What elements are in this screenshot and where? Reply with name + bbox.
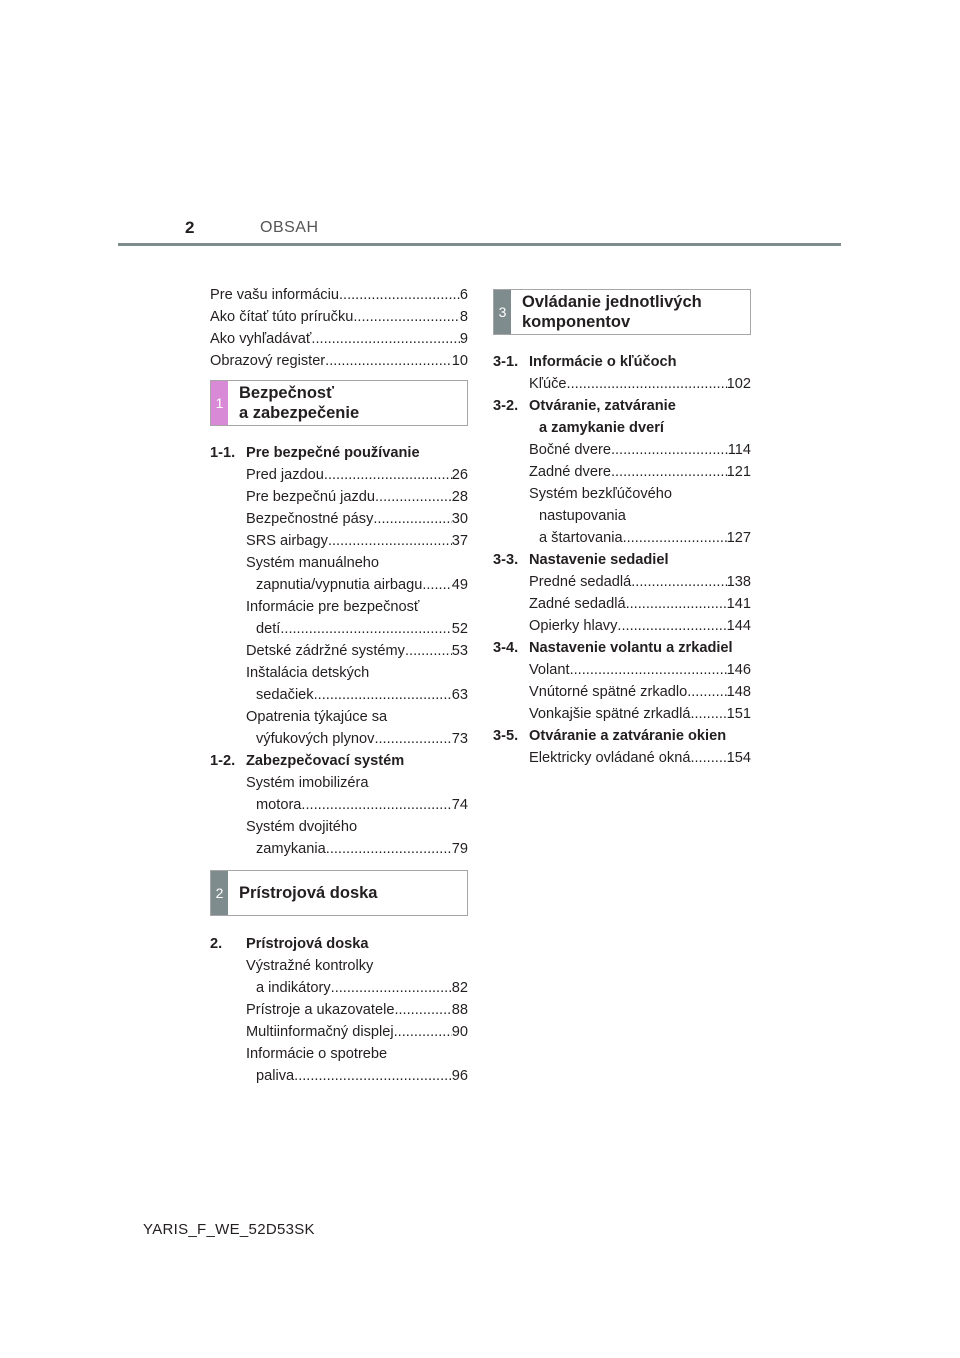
toc-entry[interactable]: Elektricky ovládané okná ..... 154 [529,747,751,769]
toc-entry[interactable]: Systém dvojitého zamykania ..... 79 [246,816,468,860]
toc-entry[interactable]: Vonkajšie spätné zrkadlá ..... 151 [529,703,751,725]
toc-left-column [210,284,468,1087]
toc-entry[interactable]: Zadné dvere ..... 121 [529,461,751,483]
toc-entry[interactable]: Bočné dvere ..... 114 [529,439,751,461]
chapter-2-tab: 2 [211,871,228,915]
toc-entry[interactable]: Ako čítať túto príručku ..... 8 [210,306,468,328]
toc-entry[interactable]: Zadné sedadlá ..... 141 [529,593,751,615]
toc-entry[interactable]: Detské zádržné systémy ..... 53 [246,640,468,662]
toc-entry[interactable]: Pre vašu informáciu ..... 6 [210,284,468,306]
chapter-1-tab: 1 [211,381,228,425]
toc-entry[interactable]: Opierky hlavy ..... 144 [529,615,751,637]
page-number: 2 [185,218,195,237]
chapter-3-title-line2: komponentov [522,313,631,331]
toc-entry[interactable]: Bezpečnostné pásy ..... 30 [246,508,468,530]
toc-entry[interactable]: Systém imobilizéra motora ..... 74 [246,772,468,816]
section-heading[interactable]: 3-1. Informácie o kľúčoch [493,354,677,370]
section-heading[interactable]: 3-5. Otváranie a zatváranie okien [493,728,727,744]
toc-entry[interactable]: Volant ..... 146 [529,659,751,681]
toc-entry[interactable]: Predné sedadlá ..... 138 [529,571,751,593]
toc-entry[interactable]: Ako vyhľadávať ..... 9 [210,328,468,350]
chapter-3-title-line1: Ovládanie jednotlivých [522,293,702,311]
header-rule [118,243,841,246]
chapter-1-title-line2: a zabezpečenie [239,404,360,422]
toc-entry[interactable]: Prístroje a ukazovatele ..... 88 [246,999,468,1021]
toc-entry[interactable]: Informácie pre bezpečnosť detí ..... 52 [246,596,468,640]
toc-entry[interactable]: Systém bezkľúčového nastupovania a štartovania ..... 127 [529,483,751,549]
toc-entry[interactable]: Informácie o spotrebe paliva ..... 96 [246,1043,468,1087]
section-heading[interactable]: 2. Prístrojová doska [210,936,369,952]
toc-entry[interactable]: Pred jazdou ..... 26 [246,464,468,486]
toc-entry[interactable]: Kľúče ..... 102 [529,373,751,395]
section-heading[interactable]: 3-3. Nastavenie sedadiel [493,552,669,568]
toc-right-column [493,289,751,769]
toc-entry[interactable]: Výstražné kontrolky a indikátory ..... 82 [246,955,468,999]
chapter-2-title: Prístrojová doska [239,884,378,902]
toc-entry[interactable]: Systém manuálneho zapnutia/vypnutia airbagu ..... 49 [246,552,468,596]
toc-entry[interactable]: Obrazový register ..... 10 [210,350,468,372]
section-heading[interactable]: 3-2. Otváranie, zatváranie [493,398,676,414]
document-code: YARIS_F_WE_52D53SK [143,1221,315,1238]
section-heading[interactable]: 3-4. Nastavenie volantu a zrkadiel [493,640,733,656]
section-heading[interactable]: 1-1. Pre bezpečné používanie [210,445,420,461]
chapter-1-title-line1: Bezpečnosť [239,384,335,402]
page-header-title: OBSAH [260,219,319,236]
toc-entry[interactable]: Vnútorné spätné zrkadlo ..... 148 [529,681,751,703]
chapter-1-header[interactable] [210,380,468,426]
toc-entry[interactable]: Pre bezpečnú jazdu ..... 28 [246,486,468,508]
chapter-3-tab: 3 [494,290,511,334]
chapter-2-header[interactable] [210,870,468,916]
toc-entry[interactable]: Inštalácia detských sedačiek ..... 63 [246,662,468,706]
section-heading-continued: a zamykanie dverí [539,420,664,436]
toc-entry[interactable]: Opatrenia týkajúce sa výfukových plynov ..... 73 [246,706,468,750]
toc-entry[interactable]: SRS airbagy ..... 37 [246,530,468,552]
chapter-3-header[interactable] [493,289,751,335]
section-heading[interactable]: 1-2. Zabezpečovací systém [210,753,405,769]
toc-entry[interactable]: Multiinformačný displej ..... 90 [246,1021,468,1043]
